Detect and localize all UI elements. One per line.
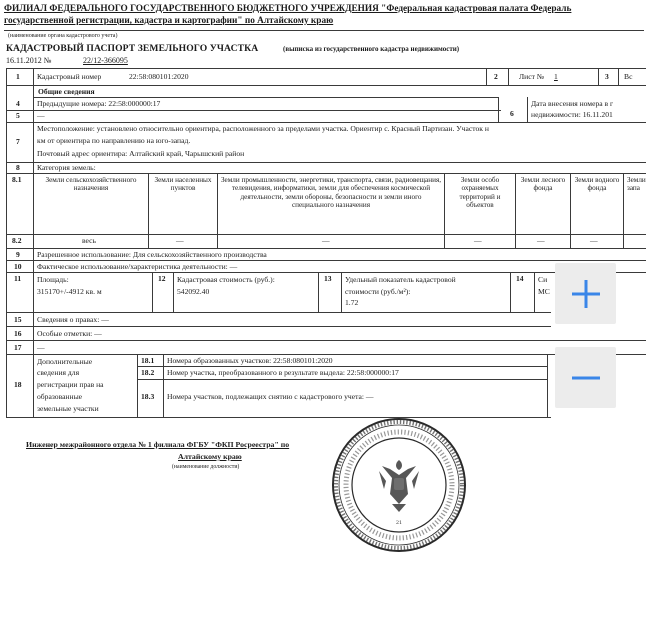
land-category-label: Категория земель:	[37, 163, 96, 172]
parcels-to-remove: Номера участков, подлежащих снятию с кадастрового учета: —	[167, 392, 374, 401]
title-note: (выписка из государственного кадастра недвижимости)	[283, 45, 460, 53]
extra-info-line: Дополнительные	[37, 357, 93, 366]
row-number: 16	[14, 329, 22, 338]
grid-line	[6, 85, 646, 86]
grid-line	[547, 354, 548, 417]
grid-line	[6, 340, 646, 341]
formed-parcels: Номера образованных участков: 22:58:080101:2020	[167, 356, 333, 365]
grid-line	[6, 272, 646, 273]
grid-line	[534, 272, 535, 312]
grid-line	[137, 354, 138, 417]
grid-line	[510, 272, 511, 312]
cadastral-number-label: Кадастровый номер	[37, 72, 102, 81]
official-stamp-seal	[330, 416, 468, 554]
signature-caption: (наименование должности)	[172, 464, 240, 470]
row-number: 17	[14, 343, 22, 352]
row-number: 9	[16, 250, 20, 259]
row-number: 12	[158, 274, 166, 283]
minus-icon	[569, 361, 603, 395]
grid-line	[486, 68, 487, 85]
specific-cost-value: 1.72	[345, 298, 359, 307]
extra-info-line: сведения для	[37, 368, 80, 377]
zoom-in-button[interactable]	[555, 263, 616, 324]
grid-line	[598, 68, 599, 85]
area-value: 315170+/-4912 кв. м	[37, 287, 102, 296]
row-number: 5	[16, 111, 20, 120]
signature-position: Алтайскому краю	[178, 452, 242, 461]
grid-line	[6, 68, 7, 417]
branch-title-line2: государственной регистрации, кадастра и картографии" по Алтайскому краю	[4, 16, 334, 26]
row-number: 8.1	[12, 175, 22, 184]
location-line: Местоположение: установлено относительно ориентира, расположенного за пределами участка. Ориентир с. Красный Партизан. Участок н	[37, 124, 489, 133]
grid-line	[318, 272, 319, 312]
row-number: 1	[16, 72, 20, 81]
row-number: 6	[510, 109, 514, 118]
category-protected: Земли особо охраняемых территорий и объектов	[459, 176, 501, 209]
sheet-label: Лист №	[519, 72, 545, 81]
category-industry: Земли промышленности, энергетики, транспорта, связи, радиовещания, телевидения, информатики, земли для обеспечения космической деятельности, земли обороны, безопасности и земли иного специального назначения	[220, 176, 442, 209]
total-sheets-label: Вс	[624, 72, 633, 81]
rights-info: Сведения о правах: —	[37, 315, 109, 324]
row-number: 8.2	[12, 236, 22, 245]
category-settlements: Земли населенных пунктов	[154, 176, 212, 193]
grid-line	[341, 272, 342, 312]
divider	[4, 30, 644, 31]
special-marks: Особые отметки: —	[37, 329, 102, 338]
row14-label: Си	[538, 275, 548, 284]
row-number: 7	[16, 137, 20, 146]
grid-line	[6, 417, 551, 418]
category-value: весь	[82, 236, 96, 245]
grid-line	[6, 68, 646, 69]
signature-position: Инженер межрайонного отдела № 1 филиала ФГБУ "ФКП Росреестра" по	[26, 440, 290, 449]
cadastral-number-value: 22:58:080101:2020	[129, 72, 189, 81]
grid-line	[6, 260, 646, 261]
row-number: 18.1	[141, 356, 155, 365]
empty-value: —	[176, 236, 184, 245]
grid-line	[217, 173, 218, 248]
date-number-label: 16.11.2012 №	[6, 56, 52, 65]
specific-cost-label: Удельный показатель кадастровой	[345, 275, 456, 284]
category-water: Земли водного фонда	[574, 176, 620, 193]
grid-line	[508, 68, 509, 85]
postal-address: Почтовый адрес ориентира: Алтайский край, Чарышский район	[37, 149, 245, 158]
empty-value: —	[474, 236, 482, 245]
row-number: 18.3	[141, 392, 155, 401]
row-number: 8	[16, 163, 20, 172]
grid-line	[6, 110, 501, 111]
grid-line	[163, 354, 164, 417]
grid-line	[6, 248, 646, 249]
row14-label: МС	[538, 287, 550, 296]
category-agricultural: Земли сельскохозяйственного назначения	[45, 176, 137, 193]
grid-line	[444, 173, 445, 248]
area-label: Площадь:	[37, 275, 69, 284]
category-forest: Земли лесного фонда	[520, 176, 566, 193]
grid-line	[137, 366, 547, 367]
page-title: КАДАСТРОВЫЙ ПАСПОРТ ЗЕМЕЛЬНОГО УЧАСТКА	[6, 43, 259, 54]
entry-date-label: Дата внесения номера в г	[531, 99, 614, 108]
row-number: 14	[516, 274, 524, 283]
organ-caption: (наименование органа кадастрового учета)	[8, 33, 118, 39]
empty-value: —	[590, 236, 598, 245]
doc-number: 22/12-366095	[83, 56, 128, 65]
grid-line	[6, 162, 646, 163]
empty-value: —	[37, 343, 45, 352]
extra-info-line: образованные	[37, 392, 83, 401]
column-number: 3	[605, 72, 609, 81]
location-line: км от ориентира по направлению на юго-запад.	[37, 136, 191, 145]
cadastral-cost-label: Кадастровая стоимость (руб.):	[177, 275, 275, 284]
row-number: 4	[16, 99, 20, 108]
empty-value: —	[37, 111, 45, 120]
grid-line	[498, 97, 499, 122]
grid-line	[623, 173, 624, 248]
grid-line	[570, 173, 571, 248]
grid-line	[6, 173, 646, 174]
grid-line	[33, 97, 498, 98]
row-number: 18	[14, 380, 22, 389]
grid-line	[137, 379, 547, 380]
row-number: 15	[14, 315, 22, 324]
row-number: 11	[14, 274, 22, 283]
sheet-value: 1	[554, 72, 558, 81]
section-heading: Общие сведения	[38, 87, 95, 96]
specific-cost-label: стоимости (руб./м²):	[345, 287, 411, 296]
row-number: 18.2	[141, 368, 155, 377]
extra-info-line: земельные участки	[37, 404, 99, 413]
svg-text:21: 21	[395, 520, 403, 526]
empty-value: —	[322, 236, 330, 245]
grid-line	[6, 326, 551, 327]
previous-numbers: Предыдущие номера: 22:58:000000:17	[37, 99, 161, 108]
grid-line	[6, 122, 646, 123]
cadastral-cost-value: 542092.40	[177, 287, 210, 296]
grid-line	[6, 234, 646, 235]
grid-line	[152, 272, 153, 312]
entry-date-value: недвижимости: 16.11.201	[531, 110, 613, 119]
column-number: 2	[494, 72, 498, 81]
grid-line	[148, 173, 149, 248]
grid-line	[6, 354, 646, 355]
grid-line	[515, 173, 516, 248]
extra-info-line: регистрации прав на	[37, 380, 104, 389]
category-reserve: Земли запа	[627, 176, 646, 193]
grid-line	[173, 272, 174, 312]
transformed-parcel: Номер участка, преобразованного в результате выдела: 22:58:000000:17	[167, 368, 399, 377]
permitted-use: Разрешенное использование: Для сельскохозяйственного производства	[37, 250, 267, 259]
plus-icon	[569, 277, 603, 311]
zoom-out-button[interactable]	[555, 347, 616, 408]
grid-line	[6, 312, 551, 313]
row-number: 10	[14, 262, 22, 271]
empty-value: —	[537, 236, 545, 245]
grid-line	[618, 68, 619, 85]
row-number: 13	[324, 274, 332, 283]
grid-line	[33, 68, 34, 417]
branch-title-line1: ФИЛИАЛ ФЕДЕРАЛЬНОГО ГОСУДАРСТВЕННОГО БЮДЖЕТНОГО УЧРЕЖДЕНИЯ "Федеральная кадастровая палата Федераль	[4, 4, 572, 14]
grid-line	[527, 97, 528, 122]
actual-use: Фактическое использование/характеристика деятельности: —	[37, 262, 238, 271]
